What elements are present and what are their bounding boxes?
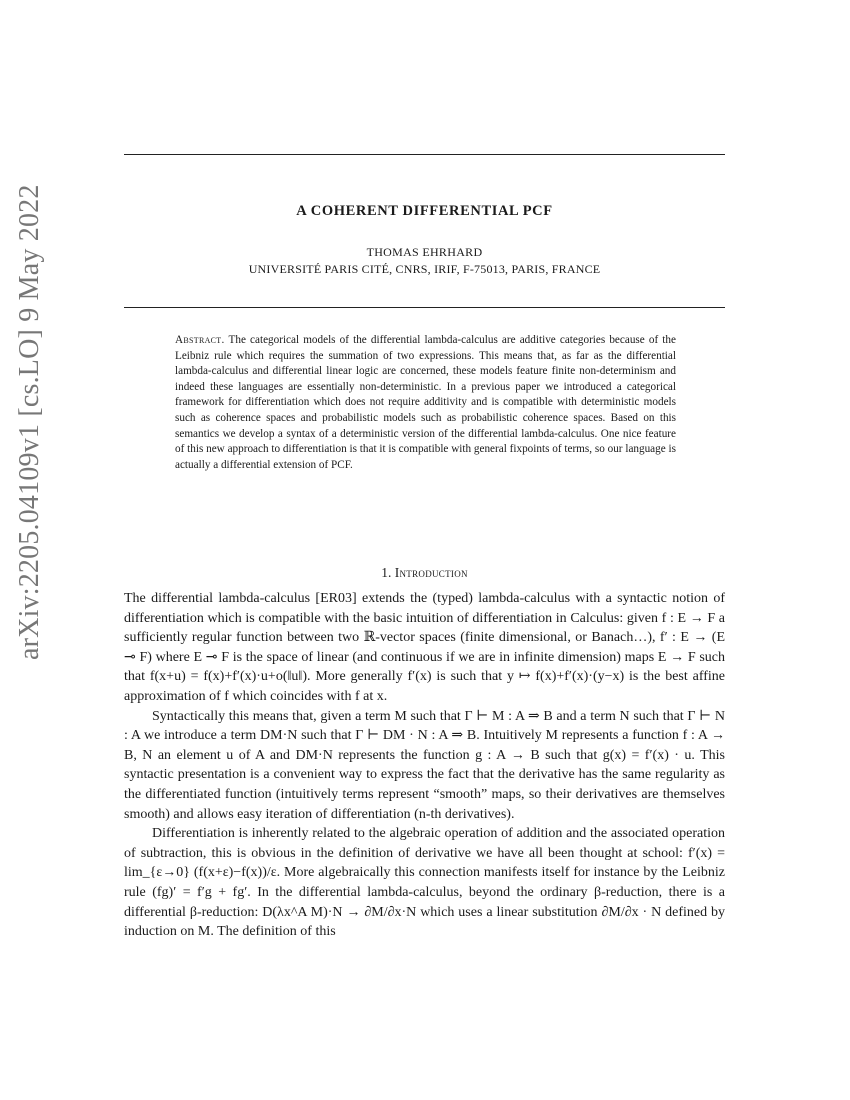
abstract — [175, 333, 676, 473]
arxiv-stamp: arXiv:2205.04109v1 [cs.LO] 9 May 2022 — [14, 184, 45, 660]
abstract-text: The categorical models of the differential lambda-calculus are additive categories because of the Leibniz rule which requires the summation of two expressions. This means that, as far as the differential lambda-calculus and differential linear logic are concerned, these models feature finite non-determinism and indeed these languages are essentially non-deterministic. In a previous paper we introduced a categorical framework for differentiation which does not require additivity and is compatible with deterministic models such as coherence spaces and probabilistic models such as probabilistic coherence spaces. Based on this semantics we develop a syntax of a deterministic version of the differential lambda-calculus. One nice feature of this new approach to differentiation is that it is compatible with general fixpoints of terms, so our language is actually a differential extension of PCF. — [175, 334, 676, 471]
section-number: 1. — [381, 565, 392, 580]
paragraph: Differentiation is inherently related to the algebraic operation of addition and the associated operation of subtraction, this is obvious in the definition of derivative we have all been thought at school: f′(x) = lim_{ε→0} (f(x+ε)−f(x))/ε. More algebraically this connection manifests itself for instance by the Leibniz rule (fg)′ = f′g + fg′. In the differential lambda-calculus, beyond the ordinary β-reduction, there is a differential β-reduction: D(λx^A M)·N → ∂M/∂x·N which uses a linear substitution ∂M/∂x · N defined by induction on M. The definition of this — [124, 826, 725, 940]
header-rule — [124, 307, 725, 308]
paragraph: Syntactically this means that, given a term M such that Γ ⊢ M : A ⇒ B and a term N such that Γ ⊢ N : A we introduce a term DM·N such that Γ ⊢ DM · N : A ⇒ B. Intuitively M represents a function f : A → B, N an element u of A and DM·N represents the function g : A → B such that g(x) = f′(x) · u. This syntactic presentation is a convenient way to express the fact that the derivative has the same regularity as the differentiated function (intuitively terms represent “smooth” maps, so their derivatives are themselves smooth) and allows easy iteration of differentiation (n-th derivatives). — [124, 708, 725, 822]
paper-title: A COHERENT DIFFERENTIAL PCF — [296, 203, 553, 219]
author-name: THOMAS EHRHARD — [366, 245, 483, 259]
abstract-label: Abstract. — [175, 334, 225, 346]
author-affiliation: UNIVERSITÉ PARIS CITÉ, CNRS, IRIF, F-75013, PARIS, FRANCE — [248, 262, 601, 276]
top-rule — [124, 154, 725, 155]
paragraph: The differential lambda-calculus [ER03] extends the (typed) lambda-calculus with a syntactic notion of differentiation which is compatible with the basic intuition of differentiation in Calculus: given f : E → F a sufficiently regular function between two ℝ-vector spaces (finite dimensional, or Banach…), f′ : E → (E ⊸ F) where E ⊸ F is the space of linear (and continuous if we are in infinite dimension) maps E → F such that f(x+u) = f(x)+f′(x)·u+o(‖u‖). More generally f′(x) is such that y ↦ f(x)+f′(x)·(y−x) is the best affine approximation of f which coincides with f at x. — [124, 591, 725, 704]
section-title: Introduction — [394, 565, 468, 580]
body-text — [124, 589, 725, 942]
section-heading — [124, 565, 725, 581]
